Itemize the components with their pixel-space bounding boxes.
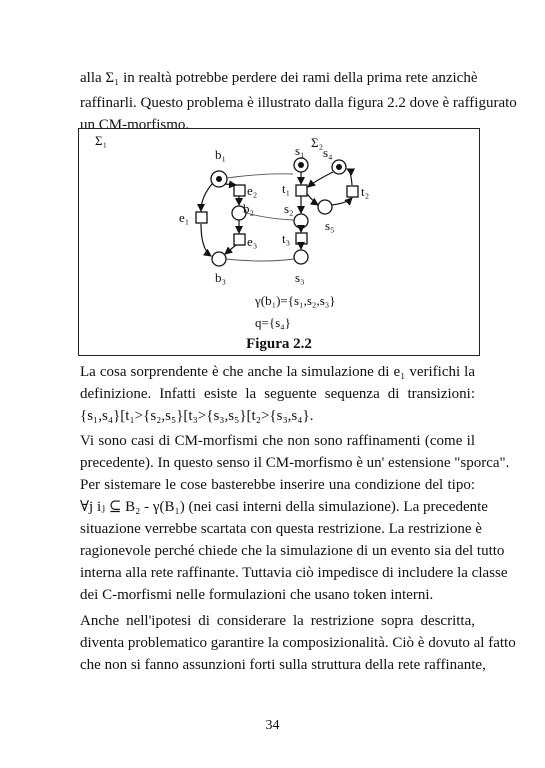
token-s1: [298, 162, 304, 168]
text-line: definizione. Infatti esiste la seguente sequenza di transizioni:: [80, 386, 475, 402]
arc-s5-t2: [332, 198, 352, 205]
mapping-b3-s3: [226, 259, 294, 261]
label-s1: s₁: [295, 143, 305, 158]
transition-t1: [296, 185, 307, 196]
text-line: alla Σ₁ in realtà potrebbe perdere dei rami della prima rete anzichè: [80, 70, 478, 86]
arc-b1-e1: [201, 184, 212, 211]
label-s4: s₄: [323, 145, 333, 160]
sigma2-label: Σ₂: [311, 135, 324, 150]
mapping-b1-s1: [227, 174, 293, 178]
transition-t2: [347, 186, 358, 197]
q-set: q={s₄}: [255, 315, 291, 330]
page-number: 34: [265, 718, 280, 733]
token-b1: [216, 176, 222, 182]
text-line: Vi sono casi di CM-morfismi che non sono raffinamenti (come il: [80, 433, 475, 449]
place-s5: [318, 200, 332, 214]
figure-2-2: [78, 128, 480, 356]
transition-e3: [234, 234, 245, 245]
arc-e3-b3: [225, 245, 236, 254]
text-line: dei C-morfismi nelle formulazioni che usano token interni.: [80, 587, 434, 603]
text-line: {s₁,s₄}[t₁>{s₂,s₅}[t₃>{s₃,s₅}[t₂>{s₃,s₄}.: [80, 408, 314, 424]
arc-s4-t1: [308, 172, 333, 187]
text-line: situazione verrebbe scartata con questa restrizione. La restrizione è: [80, 521, 482, 537]
label-t2: t₂: [361, 184, 370, 199]
text-line: Per sistemare le cose basterebbe inserire una condizione del tipo:: [80, 477, 475, 493]
label-b1: b₁: [215, 147, 227, 162]
label-e2: e₂: [247, 183, 258, 198]
text-line: Anche nell'ipotesi di considerare la restrizione sopra descritta,: [80, 613, 475, 629]
label-e3: e₃: [247, 234, 258, 249]
label-b3: b₃: [215, 270, 227, 285]
petri-net-diagram: [79, 129, 479, 355]
label-s2: s₂: [284, 201, 294, 216]
arc-e1-b3: [201, 224, 211, 256]
label-s5: s₅: [325, 218, 335, 233]
token-s4: [336, 164, 342, 170]
arc-t1-s5: [307, 194, 318, 205]
label-t1: t₁: [282, 181, 291, 196]
arc-t2-s4: [347, 169, 352, 185]
transition-e1: [196, 212, 207, 223]
label-s3: s₃: [295, 270, 305, 285]
text-line: diventa problematico garantire la composizionalità. Ciò è dovuto al fatto: [80, 635, 516, 651]
label-b2: b₂: [243, 201, 255, 216]
text-line: ∀j iⱼ ⊆ B₂ - γ(B₁) (nei casi interni della simulazione). La precedente: [80, 499, 488, 515]
text-line: ragionevole perché chiede che la simulazione di un evento sia del tutto: [80, 543, 505, 559]
label-t3: t₃: [282, 231, 291, 246]
text-line: interna alla rete raffinante. Tuttavia ciò impedisce di includere la classe: [80, 565, 508, 581]
place-s3: [294, 250, 308, 264]
figure-caption: Figura 2.2: [246, 336, 312, 352]
gamma-mapping: γ(b₁)={s₁,s₂,s₃}: [255, 293, 336, 308]
arc-b1-e2: [225, 184, 236, 185]
text-line: un CM-morfismo.: [80, 117, 190, 133]
transition-t3: [296, 233, 307, 244]
text-line: La cosa sorprendente è che anche la simulazione di e₁ verifichi la: [80, 364, 475, 380]
place-s2: [294, 214, 308, 228]
place-b3: [212, 252, 226, 266]
transition-e2: [234, 185, 245, 196]
sigma1-label: Σ₁: [95, 133, 108, 148]
text-line: raffinarli. Questo problema è illustrato dalla figura 2.2 dove è raffigurato: [80, 95, 517, 111]
text-line: che non si fanno assunzioni forti sulla struttura della rete raffinante,: [80, 657, 486, 673]
text-line: precedente). In questo senso il CM-morfismo è un' estensione "sporca".: [80, 455, 510, 471]
label-e1: e₁: [179, 210, 190, 225]
